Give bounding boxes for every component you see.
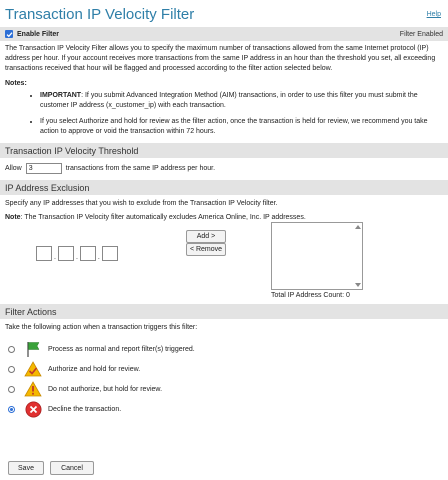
action-radio-selected[interactable]: [8, 406, 15, 413]
cancel-button[interactable]: Cancel: [50, 461, 94, 475]
ip-address-input-group: [36, 246, 118, 261]
warning-icon: [23, 380, 43, 398]
action-label: Do not authorize, but hold for review.: [48, 385, 163, 393]
action-option-process[interactable]: [0, 339, 448, 359]
note-important-label: IMPORTANT: [40, 92, 82, 99]
enable-filter-checkbox[interactable]: [5, 30, 13, 38]
action-label: Process as normal and report filter(s) triggered.: [48, 345, 195, 353]
ip-octet-1-input[interactable]: [36, 246, 52, 261]
threshold-suffix: transactions from the same IP address per hour.: [65, 165, 216, 172]
action-option-authorize-hold[interactable]: [0, 359, 448, 379]
enable-filter-bar: [0, 27, 448, 41]
title-bar: [0, 0, 448, 27]
filter-actions-intro: Take the following action when a transaction triggers this filter:: [5, 324, 198, 331]
save-button[interactable]: Save: [8, 461, 44, 475]
note-item: [40, 117, 440, 137]
green-flag-icon: [23, 340, 43, 358]
action-radio[interactable]: [8, 346, 15, 353]
action-label: Decline the transaction.: [48, 405, 122, 413]
ip-dot: .: [75, 254, 78, 261]
action-radio[interactable]: [8, 386, 15, 393]
checkmark-icon: [6, 31, 13, 38]
notes-heading: Notes:: [5, 80, 27, 87]
enable-filter-label: Enable Filter: [17, 30, 60, 38]
action-option-decline[interactable]: [0, 399, 448, 419]
threshold-section-header: [0, 143, 448, 158]
filter-actions-heading: Filter Actions: [5, 306, 57, 317]
ip-dot: .: [97, 254, 100, 261]
filter-action-options: [0, 339, 448, 419]
ip-octet-3-input[interactable]: [80, 246, 96, 261]
remove-ip-button[interactable]: < Remove: [186, 243, 226, 256]
threshold-input[interactable]: 3: [26, 163, 62, 174]
exclusion-note-label: Note: [5, 214, 21, 221]
form-buttons: [8, 461, 94, 475]
filter-description: The Transaction IP Velocity Filter allows you to specify the maximum number of transactions allowed from the same Internet protocol (IP) address per hour. If your account receives more transactions from the same IP address in an hour than the threshold you set, all exceeding transactions received that hour will be flagged and processed according to the filter action selected below.: [5, 45, 436, 72]
threshold-row: [0, 158, 448, 180]
notes-list: [0, 91, 448, 137]
authorize-hold-icon: [23, 360, 43, 378]
ip-dot: .: [54, 254, 56, 261]
note-item: [40, 91, 440, 111]
add-ip-button[interactable]: Add >: [186, 230, 226, 243]
action-radio[interactable]: [8, 366, 15, 373]
scroll-down-icon[interactable]: [355, 283, 361, 287]
filter-actions-section-header: [0, 304, 448, 319]
ip-octet-2-input[interactable]: [58, 246, 74, 261]
listbox-scrollbar[interactable]: [354, 223, 362, 289]
excluded-ip-listbox[interactable]: [271, 222, 363, 290]
exclusion-section-header: [0, 180, 448, 195]
exclusion-heading: IP Address Exclusion: [5, 182, 90, 193]
ip-octet-4-input[interactable]: [102, 246, 118, 261]
action-option-hold-no-auth[interactable]: [0, 379, 448, 399]
help-link[interactable]: Help: [426, 11, 441, 18]
ip-exclusion-editor: [0, 226, 448, 300]
note-text: If you select Authorize and hold for review as the filter action, once the transaction is held for review, we recommend you take action to approve or void the transaction within 72 hours.: [40, 118, 428, 135]
note-text: : If you submit Advanced Integration Method (AIM) transactions, in order to use this filter you must submit the customer IP address (x_customer_ip) with each transaction.: [40, 92, 418, 109]
action-label: Authorize and hold for review.: [48, 365, 141, 373]
page-title: Transaction IP Velocity Filter: [5, 6, 195, 23]
threshold-heading: Transaction IP Velocity Threshold: [5, 145, 139, 156]
exclusion-intro: Specify any IP addresses that you wish to exclude from the Transaction IP Velocity filter.: [5, 200, 278, 207]
threshold-prefix: Allow: [5, 165, 22, 172]
scroll-up-icon[interactable]: [355, 225, 361, 229]
decline-icon: [23, 400, 43, 418]
filter-status-text: Filter Enabled: [399, 30, 443, 38]
exclusion-note: [0, 211, 448, 226]
ip-address-count: Total IP Address Count: 0: [271, 292, 350, 299]
exclusion-note-text: : The Transaction IP Velocity filter automatically excludes America Online, Inc. IP addresses.: [20, 214, 306, 221]
